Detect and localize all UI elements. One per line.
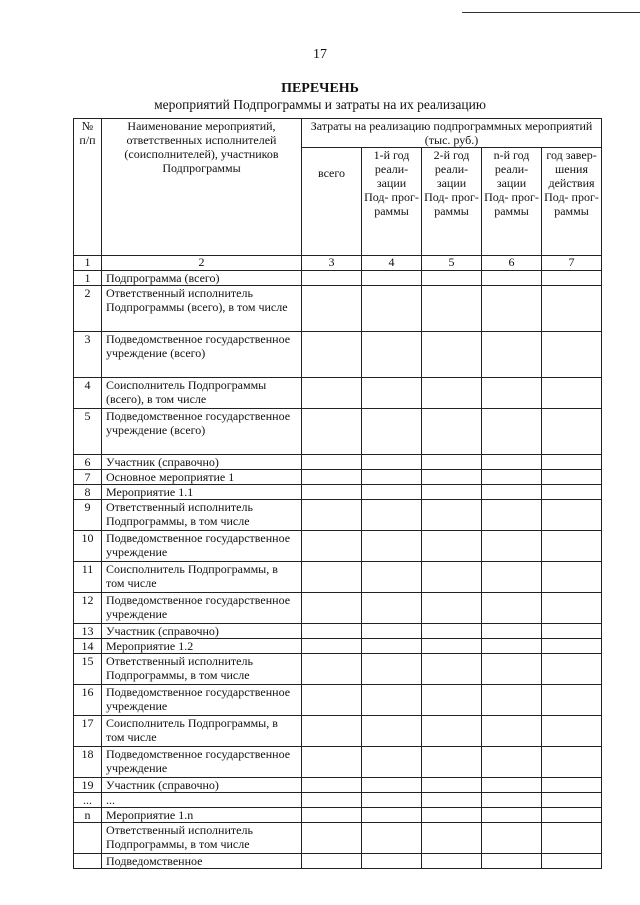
table-row	[74, 747, 602, 778]
cost-cell	[542, 332, 602, 378]
col-number-4: 4	[362, 256, 422, 271]
cost-cell	[302, 332, 362, 378]
cost-cell	[422, 409, 482, 455]
row-name: Ответственный исполнитель Подпрограммы (всего), в том числе	[102, 286, 302, 332]
table-row	[74, 854, 602, 869]
cost-cell	[482, 470, 542, 485]
cost-cell	[482, 854, 542, 869]
cost-cell	[362, 624, 422, 639]
row-number: 11	[74, 562, 102, 593]
table-row	[74, 378, 602, 409]
header-year-n: n-й год реали- зации Под- прог- раммы	[482, 148, 542, 256]
cost-cell	[482, 793, 542, 808]
row-number: 9	[74, 500, 102, 531]
cost-cell	[362, 854, 422, 869]
cost-cell	[542, 654, 602, 685]
cost-cell	[302, 378, 362, 409]
row-number: 13	[74, 624, 102, 639]
col-number-7: 7	[542, 256, 602, 271]
col-number-3: 3	[302, 256, 362, 271]
table-row	[74, 778, 602, 793]
cost-cell	[482, 716, 542, 747]
row-number: 12	[74, 593, 102, 624]
header-year-1: 1-й год реали- зации Под- прог- раммы	[362, 148, 422, 256]
cost-cell	[482, 562, 542, 593]
table-row	[74, 332, 602, 378]
col-number-1: 1	[74, 256, 102, 271]
cost-cell	[482, 485, 542, 500]
row-name: Подведомственное государственное учреждение (всего)	[102, 409, 302, 455]
cost-cell	[542, 808, 602, 823]
table-row	[74, 716, 602, 747]
cost-cell	[362, 485, 422, 500]
cost-cell	[302, 793, 362, 808]
row-number: 5	[74, 409, 102, 455]
row-number: 8	[74, 485, 102, 500]
cost-cell	[422, 624, 482, 639]
cost-cell	[542, 286, 602, 332]
cost-cell	[542, 593, 602, 624]
cost-cell	[422, 747, 482, 778]
cost-cell	[542, 562, 602, 593]
row-number: 2	[74, 286, 102, 332]
cost-cell	[422, 531, 482, 562]
table-row	[74, 654, 602, 685]
cost-cell	[542, 639, 602, 654]
column-number-row	[74, 256, 602, 271]
cost-cell	[422, 654, 482, 685]
cost-cell	[362, 531, 422, 562]
row-number: 17	[74, 716, 102, 747]
cost-cell	[362, 593, 422, 624]
cost-cell	[362, 271, 422, 286]
cost-cell	[302, 286, 362, 332]
cost-cell	[482, 747, 542, 778]
cost-cell	[542, 531, 602, 562]
cost-cell	[482, 654, 542, 685]
row-name: Мероприятие 1.n	[102, 808, 302, 823]
cost-cell	[542, 500, 602, 531]
cost-cell	[302, 470, 362, 485]
cost-cell	[422, 793, 482, 808]
cost-cell	[482, 593, 542, 624]
cost-cell	[302, 271, 362, 286]
cost-cell	[302, 854, 362, 869]
cost-cell	[542, 854, 602, 869]
row-name: ...	[102, 793, 302, 808]
cost-cell	[422, 854, 482, 869]
table-row	[74, 286, 602, 332]
cost-cell	[542, 409, 602, 455]
page-number: 17	[313, 47, 327, 62]
cost-cell	[482, 500, 542, 531]
cost-cell	[422, 286, 482, 332]
cost-cell	[362, 747, 422, 778]
cost-cell	[542, 823, 602, 854]
row-name: Подпрограмма (всего)	[102, 271, 302, 286]
cost-cell	[542, 455, 602, 470]
cost-cell	[302, 455, 362, 470]
cost-cell	[302, 747, 362, 778]
cost-cell	[482, 823, 542, 854]
table-row	[74, 485, 602, 500]
table-row	[74, 808, 602, 823]
row-number: 3	[74, 332, 102, 378]
cost-cell	[302, 716, 362, 747]
cost-cell	[362, 455, 422, 470]
cost-cell	[542, 747, 602, 778]
row-name: Ответственный исполнитель Подпрограммы, в том числе	[102, 654, 302, 685]
row-name: Мероприятие 1.2	[102, 639, 302, 654]
row-number: 15	[74, 654, 102, 685]
header-name: Наименование мероприятий, ответственных исполнителей (соисполнителей), участников Подпрограммы	[102, 119, 302, 256]
row-number	[74, 823, 102, 854]
row-number: 18	[74, 747, 102, 778]
cost-cell	[422, 808, 482, 823]
row-name: Соисполнитель Подпрограммы (всего), в том числе	[102, 378, 302, 409]
cost-cell	[422, 470, 482, 485]
cost-cell	[422, 778, 482, 793]
table-row	[74, 455, 602, 470]
cost-cell	[422, 716, 482, 747]
cost-cell	[422, 685, 482, 716]
table-row	[74, 470, 602, 485]
document-subtitle: мероприятий Подпрограммы и затраты на их реализацию	[154, 97, 486, 112]
cost-cell	[362, 654, 422, 685]
row-number: 6	[74, 455, 102, 470]
table-row	[74, 624, 602, 639]
table-row	[74, 531, 602, 562]
cost-cell	[362, 716, 422, 747]
row-number: 19	[74, 778, 102, 793]
table-row	[74, 823, 602, 854]
cost-cell	[362, 808, 422, 823]
cost-cell	[302, 778, 362, 793]
cost-cell	[422, 562, 482, 593]
cost-cell	[422, 593, 482, 624]
cost-cell	[542, 470, 602, 485]
row-name: Ответственный исполнитель Подпрограммы, в том числе	[102, 500, 302, 531]
cost-cell	[362, 409, 422, 455]
table-row	[74, 639, 602, 654]
cost-cell	[422, 332, 482, 378]
cost-cell	[302, 593, 362, 624]
header-year-2: 2-й год реали- зации Под- прог- раммы	[422, 148, 482, 256]
header-year-end: год завер- шения действия Под- прог- раммы	[542, 148, 602, 256]
cost-cell	[422, 823, 482, 854]
row-name: Мероприятие 1.1	[102, 485, 302, 500]
cost-cell	[362, 378, 422, 409]
cost-cell	[482, 286, 542, 332]
row-number	[74, 854, 102, 869]
row-name: Участник (справочно)	[102, 778, 302, 793]
cost-cell	[362, 470, 422, 485]
cost-cell	[302, 639, 362, 654]
cost-cell	[422, 485, 482, 500]
cost-cell	[362, 685, 422, 716]
cost-cell	[302, 808, 362, 823]
cost-cell	[482, 409, 542, 455]
table-row	[74, 562, 602, 593]
cost-cell	[422, 500, 482, 531]
cost-cell	[482, 639, 542, 654]
table-row	[74, 685, 602, 716]
table-row	[74, 409, 602, 455]
cost-cell	[482, 778, 542, 793]
cost-cell	[542, 778, 602, 793]
cost-cell	[542, 624, 602, 639]
cost-cell	[422, 378, 482, 409]
col-number-2: 2	[102, 256, 302, 271]
cost-cell	[362, 823, 422, 854]
cost-cell	[542, 271, 602, 286]
cost-cell	[482, 271, 542, 286]
cost-cell	[482, 624, 542, 639]
cost-cell	[362, 793, 422, 808]
cost-cell	[482, 531, 542, 562]
cost-cell	[362, 778, 422, 793]
cost-cell	[362, 332, 422, 378]
row-name: Подведомственное государственное учреждение (всего)	[102, 332, 302, 378]
cost-cell	[422, 455, 482, 470]
row-name: Подведомственное государственное учреждение	[102, 593, 302, 624]
cost-cell	[302, 624, 362, 639]
cost-cell	[302, 409, 362, 455]
top-edge-line	[462, 12, 640, 13]
table-row	[74, 593, 602, 624]
cost-cell	[302, 685, 362, 716]
cost-cell	[362, 500, 422, 531]
row-number: 7	[74, 470, 102, 485]
cost-cell	[482, 808, 542, 823]
row-name: Подведомственное	[102, 854, 302, 869]
table-row	[74, 271, 602, 286]
cost-cell	[542, 485, 602, 500]
cost-cell	[302, 562, 362, 593]
cost-cell	[302, 654, 362, 685]
table-row	[74, 500, 602, 531]
table-row	[74, 793, 602, 808]
row-name: Ответственный исполнитель Подпрограммы, в том числе	[102, 823, 302, 854]
cost-cell	[482, 455, 542, 470]
cost-cell	[362, 639, 422, 654]
row-name: Подведомственное государственное учреждение	[102, 531, 302, 562]
header-number: № п/п	[74, 119, 102, 256]
row-number: 1	[74, 271, 102, 286]
cost-cell	[542, 716, 602, 747]
row-number: 10	[74, 531, 102, 562]
header-row-top	[74, 119, 602, 148]
header-costs: Затраты на реализацию подпрограммных мероприятий (тыс. руб.)	[302, 119, 602, 148]
row-number: ...	[74, 793, 102, 808]
row-number: 16	[74, 685, 102, 716]
row-name: Участник (справочно)	[102, 455, 302, 470]
row-name: Соисполнитель Подпрограммы, в том числе	[102, 716, 302, 747]
row-name: Участник (справочно)	[102, 624, 302, 639]
cost-cell	[302, 823, 362, 854]
cost-cell	[542, 685, 602, 716]
document-title: ПЕРЕЧЕНЬ	[281, 81, 359, 96]
cost-cell	[542, 793, 602, 808]
cost-cell	[482, 332, 542, 378]
cost-cell	[362, 562, 422, 593]
col-number-6: 6	[482, 256, 542, 271]
row-number: 4	[74, 378, 102, 409]
cost-cell	[422, 271, 482, 286]
row-number: 14	[74, 639, 102, 654]
row-name: Основное мероприятие 1	[102, 470, 302, 485]
cost-cell	[422, 639, 482, 654]
row-name: Соисполнитель Подпрограммы, в том числе	[102, 562, 302, 593]
col-number-5: 5	[422, 256, 482, 271]
cost-cell	[542, 378, 602, 409]
row-number: n	[74, 808, 102, 823]
cost-cell	[302, 531, 362, 562]
row-name: Подведомственное государственное учреждение	[102, 747, 302, 778]
header-total: всего	[302, 148, 362, 256]
cost-cell	[482, 378, 542, 409]
cost-cell	[302, 485, 362, 500]
cost-cell	[302, 500, 362, 531]
cost-cell	[482, 685, 542, 716]
activities-cost-table	[73, 118, 602, 869]
row-name: Подведомственное государственное учреждение	[102, 685, 302, 716]
cost-cell	[362, 286, 422, 332]
